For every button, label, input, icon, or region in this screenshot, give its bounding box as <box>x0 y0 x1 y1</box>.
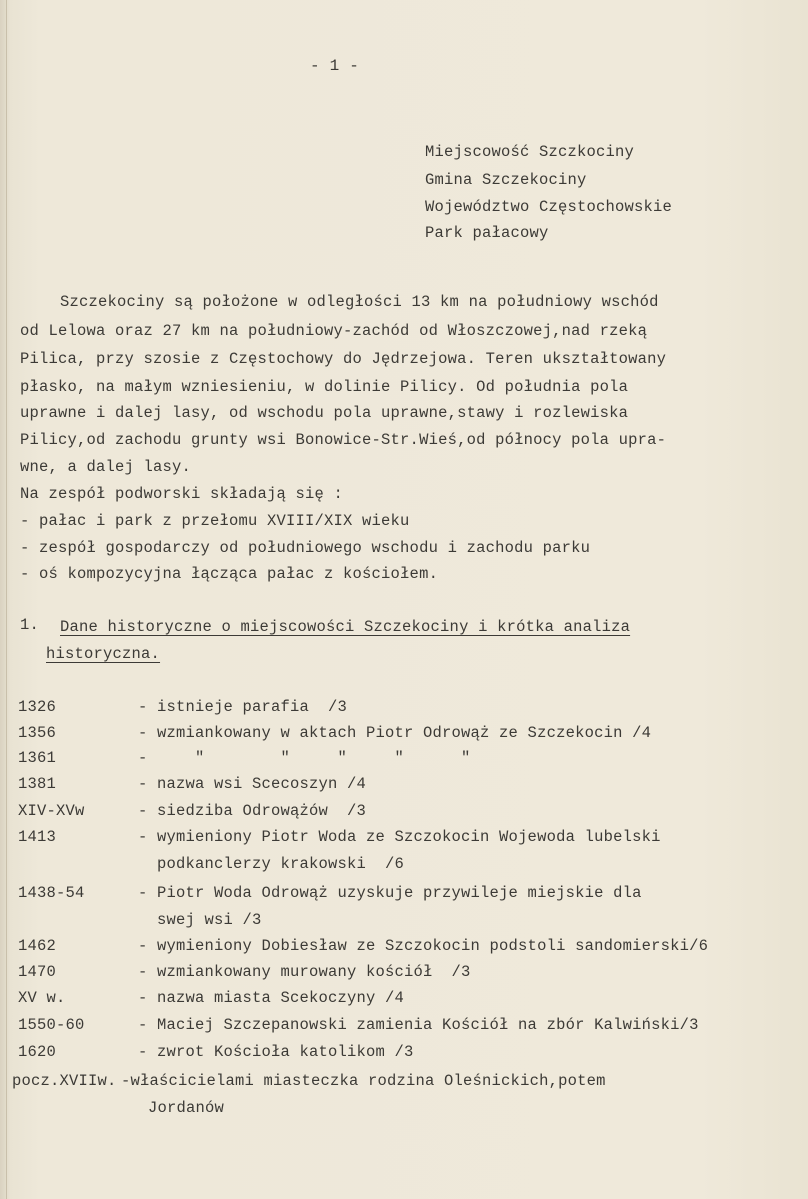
intro-line: uprawne i dalej lasy, od wschodu pola uprawne,stawy i rozlewiska <box>20 404 629 422</box>
chronology-event: - nazwa miasta Scekoczyny /4 <box>138 989 405 1007</box>
chronology-event: - Piotr Woda Odrowąż uzyskuje przywileje miejskie dla <box>138 884 642 902</box>
intro-line: wne, a dalej lasy. <box>20 458 192 476</box>
chronology-event: - siedziba Odrowążów /3 <box>138 802 367 820</box>
chronology-event: - Maciej Szczepanowski zamienia Kościół na zbór Kalwiński/3 <box>138 1016 699 1034</box>
intro-list-item: - zespół gospodarczy od południowego wschodu i zachodu parku <box>20 539 591 557</box>
chronology-date: 1470 <box>18 963 57 981</box>
chronology-event-continued: Jordanów <box>148 1099 225 1117</box>
chronology-event: - wymieniony Dobiesław ze Szczokocin podstoli sandomierski/6 <box>138 937 709 955</box>
page-edge-shadow <box>6 0 7 1199</box>
chronology-date: 1356 <box>18 724 57 742</box>
chronology-event: - " " " " " <box>138 749 471 767</box>
chronology-date: 1438-54 <box>18 884 85 902</box>
intro-line: od Lelowa oraz 27 km na południowy-zachód od Włoszczowej,nad rzeką <box>20 322 648 340</box>
intro-line: płasko, na małym wzniesieniu, w dolinie Pilicy. Od południa pola <box>20 378 629 396</box>
chronology-date: XIV-XVw <box>18 802 85 820</box>
page-number: - 1 - <box>310 57 360 75</box>
chronology-event: - wymieniony Piotr Woda ze Szczokocin Wojewoda lubelski <box>138 828 661 846</box>
intro-list-item: - oś kompozycyjna łącząca pałac z kościołem. <box>20 565 439 583</box>
chronology-date: XV w. <box>18 989 66 1007</box>
chronology-event: -właścicielami miasteczka rodzina Oleśnickich,potem <box>121 1072 606 1090</box>
intro-line: Pilicy,od zachodu grunty wsi Bonowice-Str.Wieś,od północy pola upra- <box>20 431 667 449</box>
section-number: 1. <box>20 616 40 634</box>
chronology-date: 1381 <box>18 775 57 793</box>
section-title-continued: historyczna. <box>46 645 161 663</box>
chronology-date: 1326 <box>18 698 57 716</box>
intro-line: Na zespół podworski składają się : <box>20 485 344 503</box>
header-voivodeship: Województwo Częstochowskie <box>425 198 673 216</box>
section-title: Dane historyczne o miejscowości Szczekociny i krótka analiza <box>60 618 631 636</box>
chronology-date: 1462 <box>18 937 57 955</box>
chronology-date: 1413 <box>18 828 57 846</box>
chronology-date: pocz.XVIIw. <box>12 1072 117 1090</box>
chronology-date: 1550-60 <box>18 1016 85 1034</box>
header-commune: Gmina Szczekociny <box>425 171 587 189</box>
intro-list-item: - pałac i park z przełomu XVIII/XIX wieku <box>20 512 410 530</box>
intro-line: Pilica, przy szosie z Częstochowy do Jędrzejowa. Teren ukształtowany <box>20 350 667 368</box>
chronology-date: 1361 <box>18 749 57 767</box>
chronology-event: - istnieje parafia /3 <box>138 698 348 716</box>
chronology-event: - zwrot Kościoła katolikom /3 <box>138 1043 414 1061</box>
intro-line: Szczekociny są położone w odległości 13 km na południowy wschód <box>60 293 659 311</box>
header-locality: Miejscowość Szczkociny <box>425 143 635 161</box>
chronology-event-continued: swej wsi /3 <box>157 911 262 929</box>
chronology-date: 1620 <box>18 1043 57 1061</box>
chronology-event: - wzmiankowany w aktach Piotr Odrowąż ze Szczekocin /4 <box>138 724 652 742</box>
chronology-event-continued: podkanclerzy krakowski /6 <box>157 855 405 873</box>
chronology-event: - nazwa wsi Scecoszyn /4 <box>138 775 367 793</box>
header-object: Park pałacowy <box>425 224 549 242</box>
chronology-event: - wzmiankowany murowany kościół /3 <box>138 963 471 981</box>
